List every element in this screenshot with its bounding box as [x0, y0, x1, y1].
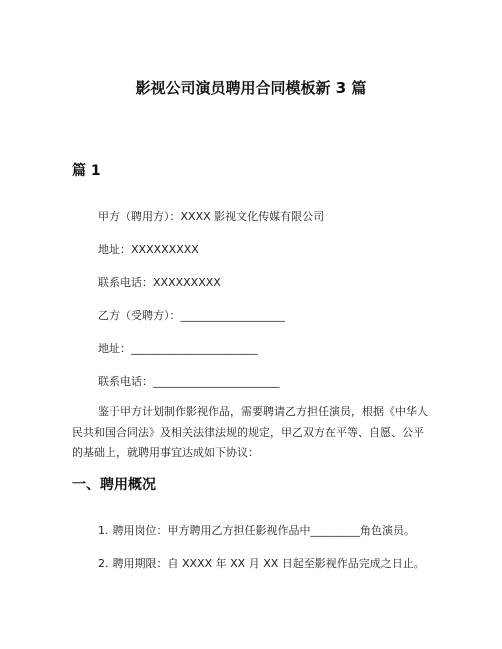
- list-item-number: 1.: [98, 524, 109, 537]
- party-b-address: 地址：_______________________: [98, 342, 258, 355]
- party-b-line: 乙方（受聘方）：___________________: [98, 309, 285, 322]
- preamble-paragraph: 鉴于甲方计划制作影视作品，需要聘请乙方担任演员，根据《中华人民共和国合同法》及相关法律法规的规定，甲乙双方在平等、自愿、公平的基础上，就聘用事宜达成如下协议：: [72, 405, 428, 459]
- list-item-text: 聘用岗位：甲方聘用乙方担任影视作品中_________角色演员。: [112, 524, 415, 537]
- list-item-number: 2.: [98, 557, 109, 570]
- party-a-address: 地址：XXXXXXXXX: [98, 243, 199, 256]
- party-a-phone: 联系电话：XXXXXXXXX: [98, 276, 221, 289]
- part-heading: 篇 1: [72, 163, 101, 179]
- list-item-text: 聘用期限：自 XXXX 年 XX 月 XX 日起至影视作品完成之日止。: [112, 557, 425, 570]
- document-title: 影视公司演员聘用合同模板新 3 篇: [135, 79, 367, 97]
- party-a-line: 甲方（聘用方）：XXXX 影视文化传媒有限公司: [98, 210, 325, 223]
- party-b-phone: 联系电话：_______________________: [98, 375, 280, 388]
- list-item: [98, 557, 425, 571]
- list-item: [98, 524, 415, 538]
- section-1-heading: 一、聘用概况: [72, 477, 156, 493]
